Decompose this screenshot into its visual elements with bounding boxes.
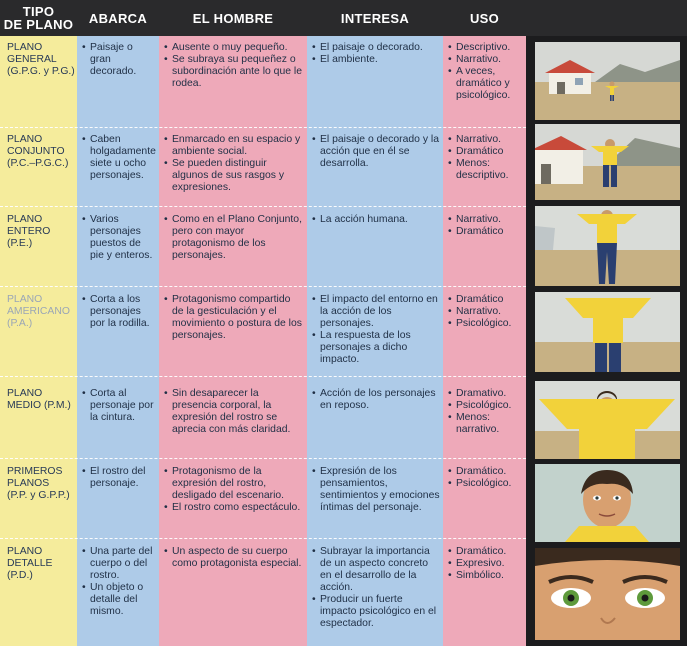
header-abarca: ABARCA — [88, 10, 148, 26]
illustration-plano-americano — [535, 292, 680, 372]
row-abarca: • Caben holgadamente siete u ocho personajes. — [82, 134, 156, 182]
row-interesa: • Expresión de los pensamientos, sentimientos y emociones íntimas del personaje. — [312, 466, 440, 514]
header-hombre: EL HOMBRE — [192, 10, 274, 26]
row-interesa: • Acción de los personajes en reposo. — [312, 388, 440, 412]
row-interesa: • El impacto del entorno en la acción de los personajes. • La respuesta de los personajes a dicho impacto. — [312, 294, 440, 366]
illustration-plano-entero — [535, 206, 680, 286]
illustration-primeros-planos — [535, 464, 680, 542]
row-tipo: PLANO DETALLE (P.D.) — [7, 546, 53, 581]
row-abarca: • Corta al personaje por la cintura. — [82, 388, 156, 424]
row-divider — [0, 286, 526, 287]
row-uso: • Dramático. • Psicológico. — [448, 466, 524, 490]
row-tipo: PLANO CONJUNTO (P.C.–P.G.C.) — [7, 134, 69, 169]
row-hombre: • Protagonismo compartido de la gesticulación y el movimiento o postura de los personajes. — [164, 294, 304, 342]
illustration-plano-medio — [535, 381, 680, 459]
row-divider — [0, 538, 526, 539]
row-uso: • Narrativo. • Dramático • Menos: descriptivo. — [448, 134, 524, 182]
row-abarca: • El rostro del personaje. — [82, 466, 156, 490]
row-tipo: PLANO ENTERO (P.E.) — [7, 214, 51, 249]
illustration-plano-general — [535, 42, 680, 120]
row-interesa: • Subrayar la importancia de un aspecto concreto en el desarrollo de la acción. • Producir un fuerte impacto psicológico en el espectador. — [312, 546, 440, 630]
row-hombre: • Sin desaparecer la presencia corporal, la expresión del rostro se aprecia con más claridad. — [164, 388, 304, 436]
row-tipo: PLANO GENERAL (G.P.G. y P.G.) — [7, 42, 75, 77]
row-uso: • Dramático. • Expresivo. • Simbólico. — [448, 546, 524, 582]
row-tipo: PLANO AMERICANO (P.A.) — [7, 294, 70, 329]
row-tipo: PLANO MEDIO (P.M.) — [7, 388, 71, 411]
row-tipo: PRIMEROS PLANOS (P.P. y G.P.P.) — [7, 466, 70, 501]
row-uso: • Narrativo. • Dramático — [448, 214, 524, 238]
row-hombre: • Como en el Plano Conjunto, pero con mayor protagonismo de los personajes. — [164, 214, 304, 262]
row-uso: • Descriptivo. • Narrativo. • A veces, dramático y psicológico. — [448, 42, 524, 102]
row-abarca: • Corta a los personajes por la rodilla. — [82, 294, 156, 330]
row-uso: • Dramativo. • Psicológico. • Menos: narrativo. — [448, 388, 524, 436]
table-header — [0, 0, 687, 36]
header-uso: USO — [469, 10, 500, 26]
row-abarca: • Varios personajes puestos de pie y enteros. — [82, 214, 156, 262]
row-hombre: • Enmarcado en su espacio y ambiente social. • Se pueden distinguir algunos de sus rasgos y expresiones. — [164, 134, 304, 194]
row-interesa: • La acción humana. — [312, 214, 440, 226]
row-hombre: • Protagonismo de la expresión del rostro, desligado del escenario. • El rostro como espectáculo. — [164, 466, 304, 514]
illustration-plano-conjunto — [535, 124, 680, 200]
row-interesa: • El paisaje o decorado. • El ambiente. — [312, 42, 440, 66]
row-divider — [0, 206, 526, 207]
row-hombre: • Un aspecto de su cuerpo como protagonista especial. — [164, 546, 304, 570]
row-divider — [0, 127, 526, 128]
row-abarca: • Paisaje o gran decorado. — [82, 42, 156, 78]
row-divider — [0, 458, 526, 459]
row-interesa: • El paisaje o decorado y la acción que en él se desarrolla. — [312, 134, 440, 170]
row-uso: • Dramático • Narrativo. • Psicológico. — [448, 294, 524, 330]
illustration-plano-detalle — [535, 548, 680, 640]
row-abarca: • Una parte del cuerpo o del rostro. • Un objeto o detalle del mismo. — [82, 546, 156, 618]
row-hombre: • Ausente o muy pequeño. • Se subraya su pequeñez o subordinación ante lo que le rodea. — [164, 42, 304, 90]
header-tipo: TIPO DE PLANO — [3, 4, 74, 32]
header-interesa: INTERESA — [340, 10, 410, 26]
row-divider — [0, 376, 526, 377]
